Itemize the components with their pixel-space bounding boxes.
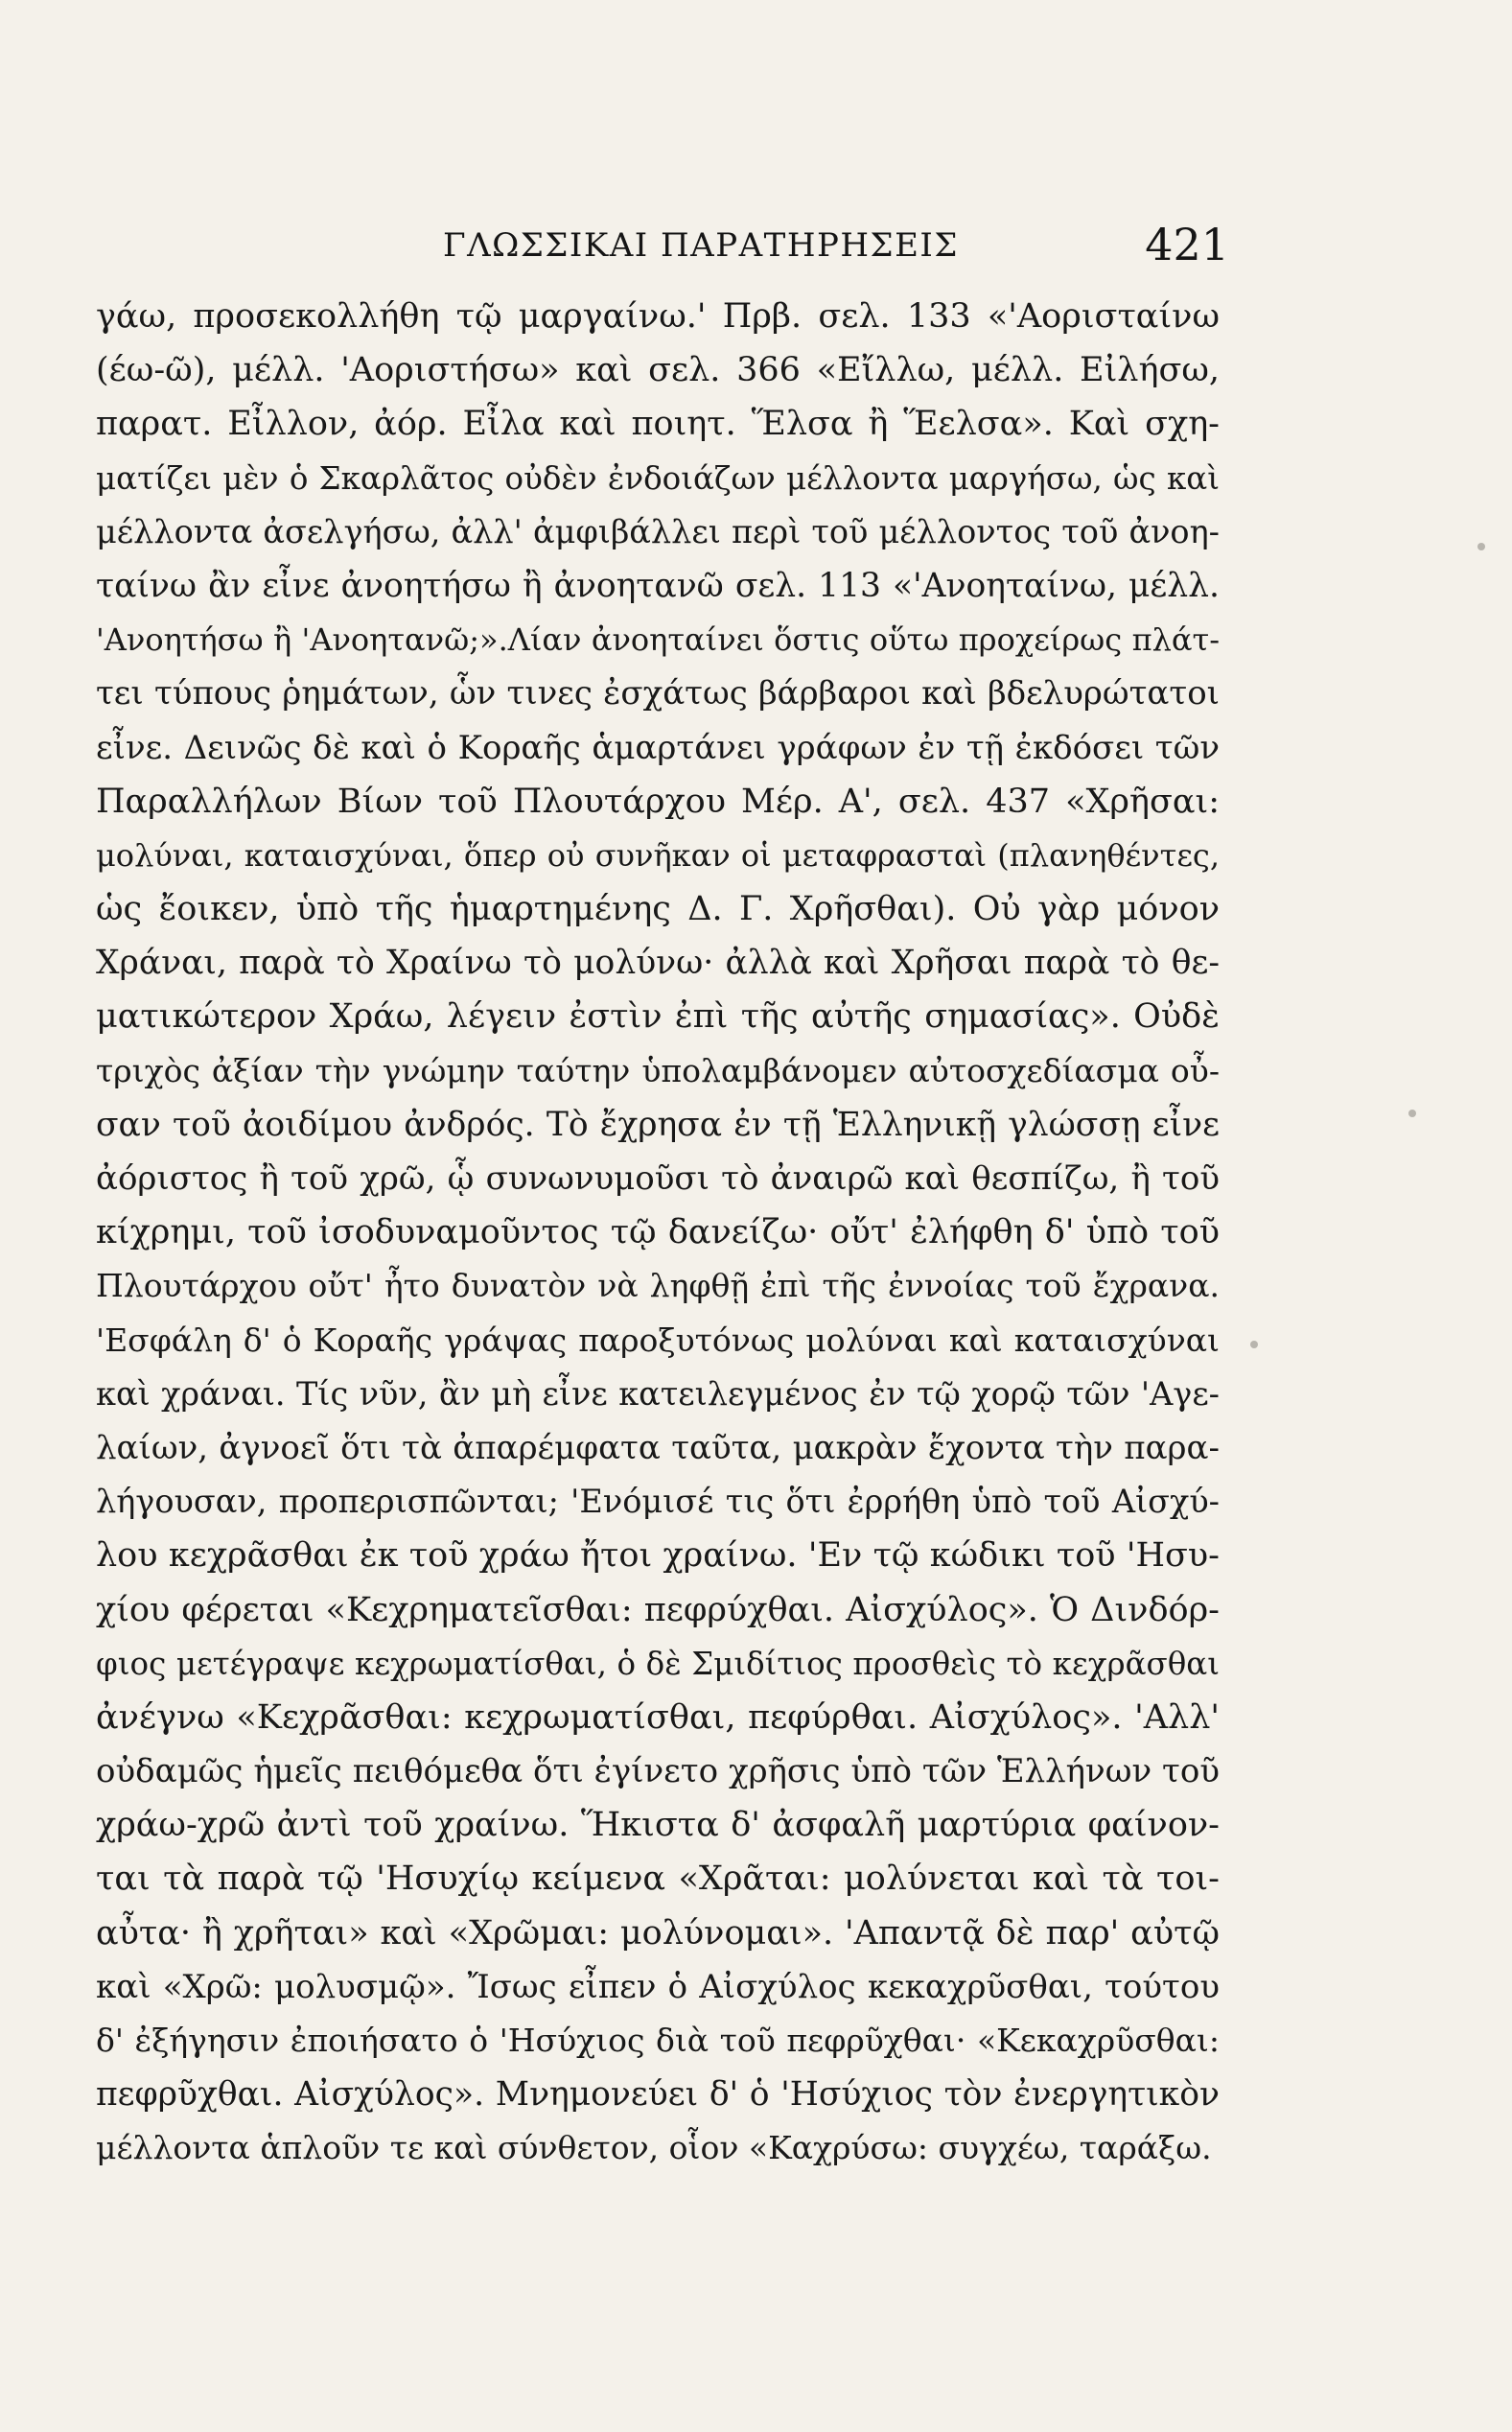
scan-speck xyxy=(1477,543,1485,550)
text-line: λου κεχρᾶσθαι ἐκ τοῦ χράω ἤτοι χραίνω. 'Εν τῷ κώδικι τοῦ 'Ησυ- xyxy=(96,1536,1220,1576)
text-line: καὶ χράναι. Τίς νῦν, ἂν μὴ εἶνε κατειλεγμένος ἐν τῷ χορῷ τῶν 'Αγε- xyxy=(96,1374,1220,1413)
page-header xyxy=(443,219,1229,276)
text-line: μολύναι, καταισχύναι, ὅπερ οὐ συνῆκαν οἱ μεταφρασταὶ (πλανηθέντες, xyxy=(96,836,1220,874)
text-line: οὐδαμῶς ἡμεῖς πειθόμεθα ὅτι ἐγίνετο χρῆσις ὑπὸ τῶν Ἑλλήνων τοῦ xyxy=(96,1752,1220,1791)
text-line: πεφρῦχθαι. Αἰσχύλος». Μνημονεύει δ' ὁ 'Ησύχιος τὸν ἐνεργητικὸν xyxy=(96,2075,1220,2115)
scan-speck xyxy=(1250,1341,1258,1348)
body-text xyxy=(96,290,1220,2233)
text-line: καὶ «Χρῶ: μολυσμῷ». Ἴσως εἶπεν ὁ Αἰσχύλος κεκαχρῦσθαι, τούτου xyxy=(96,1967,1220,2006)
text-line: κίχρημι, τοῦ ἰσοδυναμοῦντος τῷ δανείζω· οὔτ' ἐλήφθη δ' ὑπὸ τοῦ xyxy=(96,1213,1220,1252)
text-line: αὖτα· ἢ χρῆται» καὶ «Χρῶμαι: μολύνομαι». 'Απαντᾷ δὲ παρ' αὐτῷ xyxy=(96,1913,1220,1953)
text-line: ματίζει μὲν ὁ Σκαρλᾶτος οὐδὲν ἐνδοιάζων μέλλοντα μαργήσω, ὡς καὶ xyxy=(96,459,1220,497)
text-line: τριχὸς ἀξίαν τὴν γνώμην ταύτην ὑπολαμβάνομεν αὐτοσχεδίασμα οὖ- xyxy=(96,1051,1220,1089)
text-line: λαίων, ἀγνοεῖ ὅτι τὰ ἀπαρέμφατα ταῦτα, μακρὰν ἔχοντα τὴν παρα- xyxy=(96,1428,1220,1467)
text-line: Χράναι, παρὰ τὸ Χραίνω τὸ μολύνω· ἀλλὰ καὶ Χρῆσαι παρὰ τὸ θε- xyxy=(96,944,1220,983)
text-line: γάω, προσεκολλήθη τῷ μαργαίνω.' Πρβ. σελ. 133 «'Αορισταίνω xyxy=(96,297,1220,336)
text-line: χράω-χρῶ ἀντὶ τοῦ χραίνω. Ἥκιστα δ' ἀσφαλῆ μαρτύρια φαίνον- xyxy=(96,1806,1220,1845)
text-line: ὡς ἔοικεν, ὑπὸ τῆς ἡμαρτημένης Δ. Γ. Χρῆσθαι). Οὐ γὰρ μόνον xyxy=(96,890,1220,929)
text-line: Παραλλήλων Βίων τοῦ Πλουτάρχου Μέρ. Α', σελ. 437 «Χρῆσαι: xyxy=(96,782,1220,821)
text-line: Πλουτάρχου οὔτ' ἦτο δυνατὸν νὰ ληφθῇ ἐπὶ τῆς ἐννοίας τοῦ ἔχρανα. xyxy=(96,1267,1220,1305)
page-number: 421 xyxy=(1145,219,1229,270)
text-line: μέλλοντα ἀσελγήσω, ἀλλ' ἀμφιβάλλει περὶ τοῦ μέλλοντος τοῦ ἀνοη- xyxy=(96,512,1220,550)
text-line: 'Ανοητήσω ἢ 'Ανοητανῶ;».Λίαν ἀνοηταίνει ὅστις οὕτω προχείρως πλάτ- xyxy=(96,621,1220,659)
text-line: ματικώτερον Χράω, λέγειν ἐστὶν ἐπὶ τῆς αὐτῆς σημασίας». Οὐδὲ xyxy=(96,997,1220,1037)
text-line: ται τὰ παρὰ τῷ 'Ησυχίῳ κείμενα «Χρᾶται: μολύνεται καὶ τὰ τοι- xyxy=(96,1859,1220,1899)
text-line: λήγουσαν, προπερισπῶνται; 'Ενόμισέ τις ὅτι ἐρρήθη ὑπὸ τοῦ Αἰσχύ- xyxy=(96,1483,1220,1521)
text-line: τει τύπους ῥημάτων, ὧν τινες ἐσχάτως βάρβαροι καὶ βδελυρώτατοι xyxy=(96,674,1220,713)
text-line: παρατ. Εἶλλον, ἀόρ. Εἶλα καὶ ποιητ. Ἕλσα ἢ Ἕελσα». Καὶ σχη- xyxy=(96,405,1220,444)
text-line: σαν τοῦ ἀοιδίμου ἀνδρός. Τὸ ἔχρησα ἐν τῇ Ἑλληνικῇ γλώσσῃ εἶνε xyxy=(96,1105,1220,1144)
text-line: ἀνέγνω «Κεχρᾶσθαι: κεχρωματίσθαι, πεφύρθαι. Αἰσχύλος». 'Αλλ' xyxy=(96,1697,1220,1737)
text-line: δ' ἐξήγησιν ἐποιήσατο ὁ 'Ησύχιος διὰ τοῦ πεφρῦχθαι· «Κεκαχρῦσθαι: xyxy=(96,2022,1220,2059)
scan-speck xyxy=(1408,1110,1416,1117)
running-title: ΓΛΩΣΣΙΚΑΙ ΠΑΡΑΤΗΡΗΣΕΙΣ xyxy=(443,226,959,265)
text-line: (έω-ῶ), μέλλ. 'Αοριστήσω» καὶ σελ. 366 «Εἴλλω, μέλλ. Εἰλήσω, xyxy=(96,351,1220,390)
text-line: ταίνω ἂν εἶνε ἀνοητήσω ἢ ἀνοητανῶ σελ. 113 «'Ανοηταίνω, μέλλ. xyxy=(96,566,1220,605)
text-line: χίου φέρεται «Κεχρηματεῖσθαι: πεφρύχθαι. Αἰσχύλος». Ὁ Δινδόρ- xyxy=(96,1590,1220,1629)
text-line: φιος μετέγραψε κεχρωματίσθαι, ὁ δὲ Σμιδίτιος προσθεὶς τὸ κεχρᾶσθαι xyxy=(96,1645,1220,1682)
text-line: μέλλοντα ἁπλοῦν τε καὶ σύνθετον, οἷον «Καχρύσω: συγχέω, ταράξω. xyxy=(96,2129,1212,2167)
text-line: 'Εσφάλη δ' ὁ Κοραῆς γράψας παροξυτόνως μολύναι καὶ καταισχύναι xyxy=(96,1321,1220,1359)
text-line: εἶνε. Δεινῶς δὲ καὶ ὁ Κοραῆς ἁμαρτάνει γράφων ἐν τῇ ἐκδόσει τῶν xyxy=(96,728,1220,767)
text-line: ἀόριστος ἢ τοῦ χρῶ, ᾧ συνωνυμοῦσι τὸ ἀναιρῶ καὶ θεσπίζω, ἢ τοῦ xyxy=(96,1159,1220,1198)
